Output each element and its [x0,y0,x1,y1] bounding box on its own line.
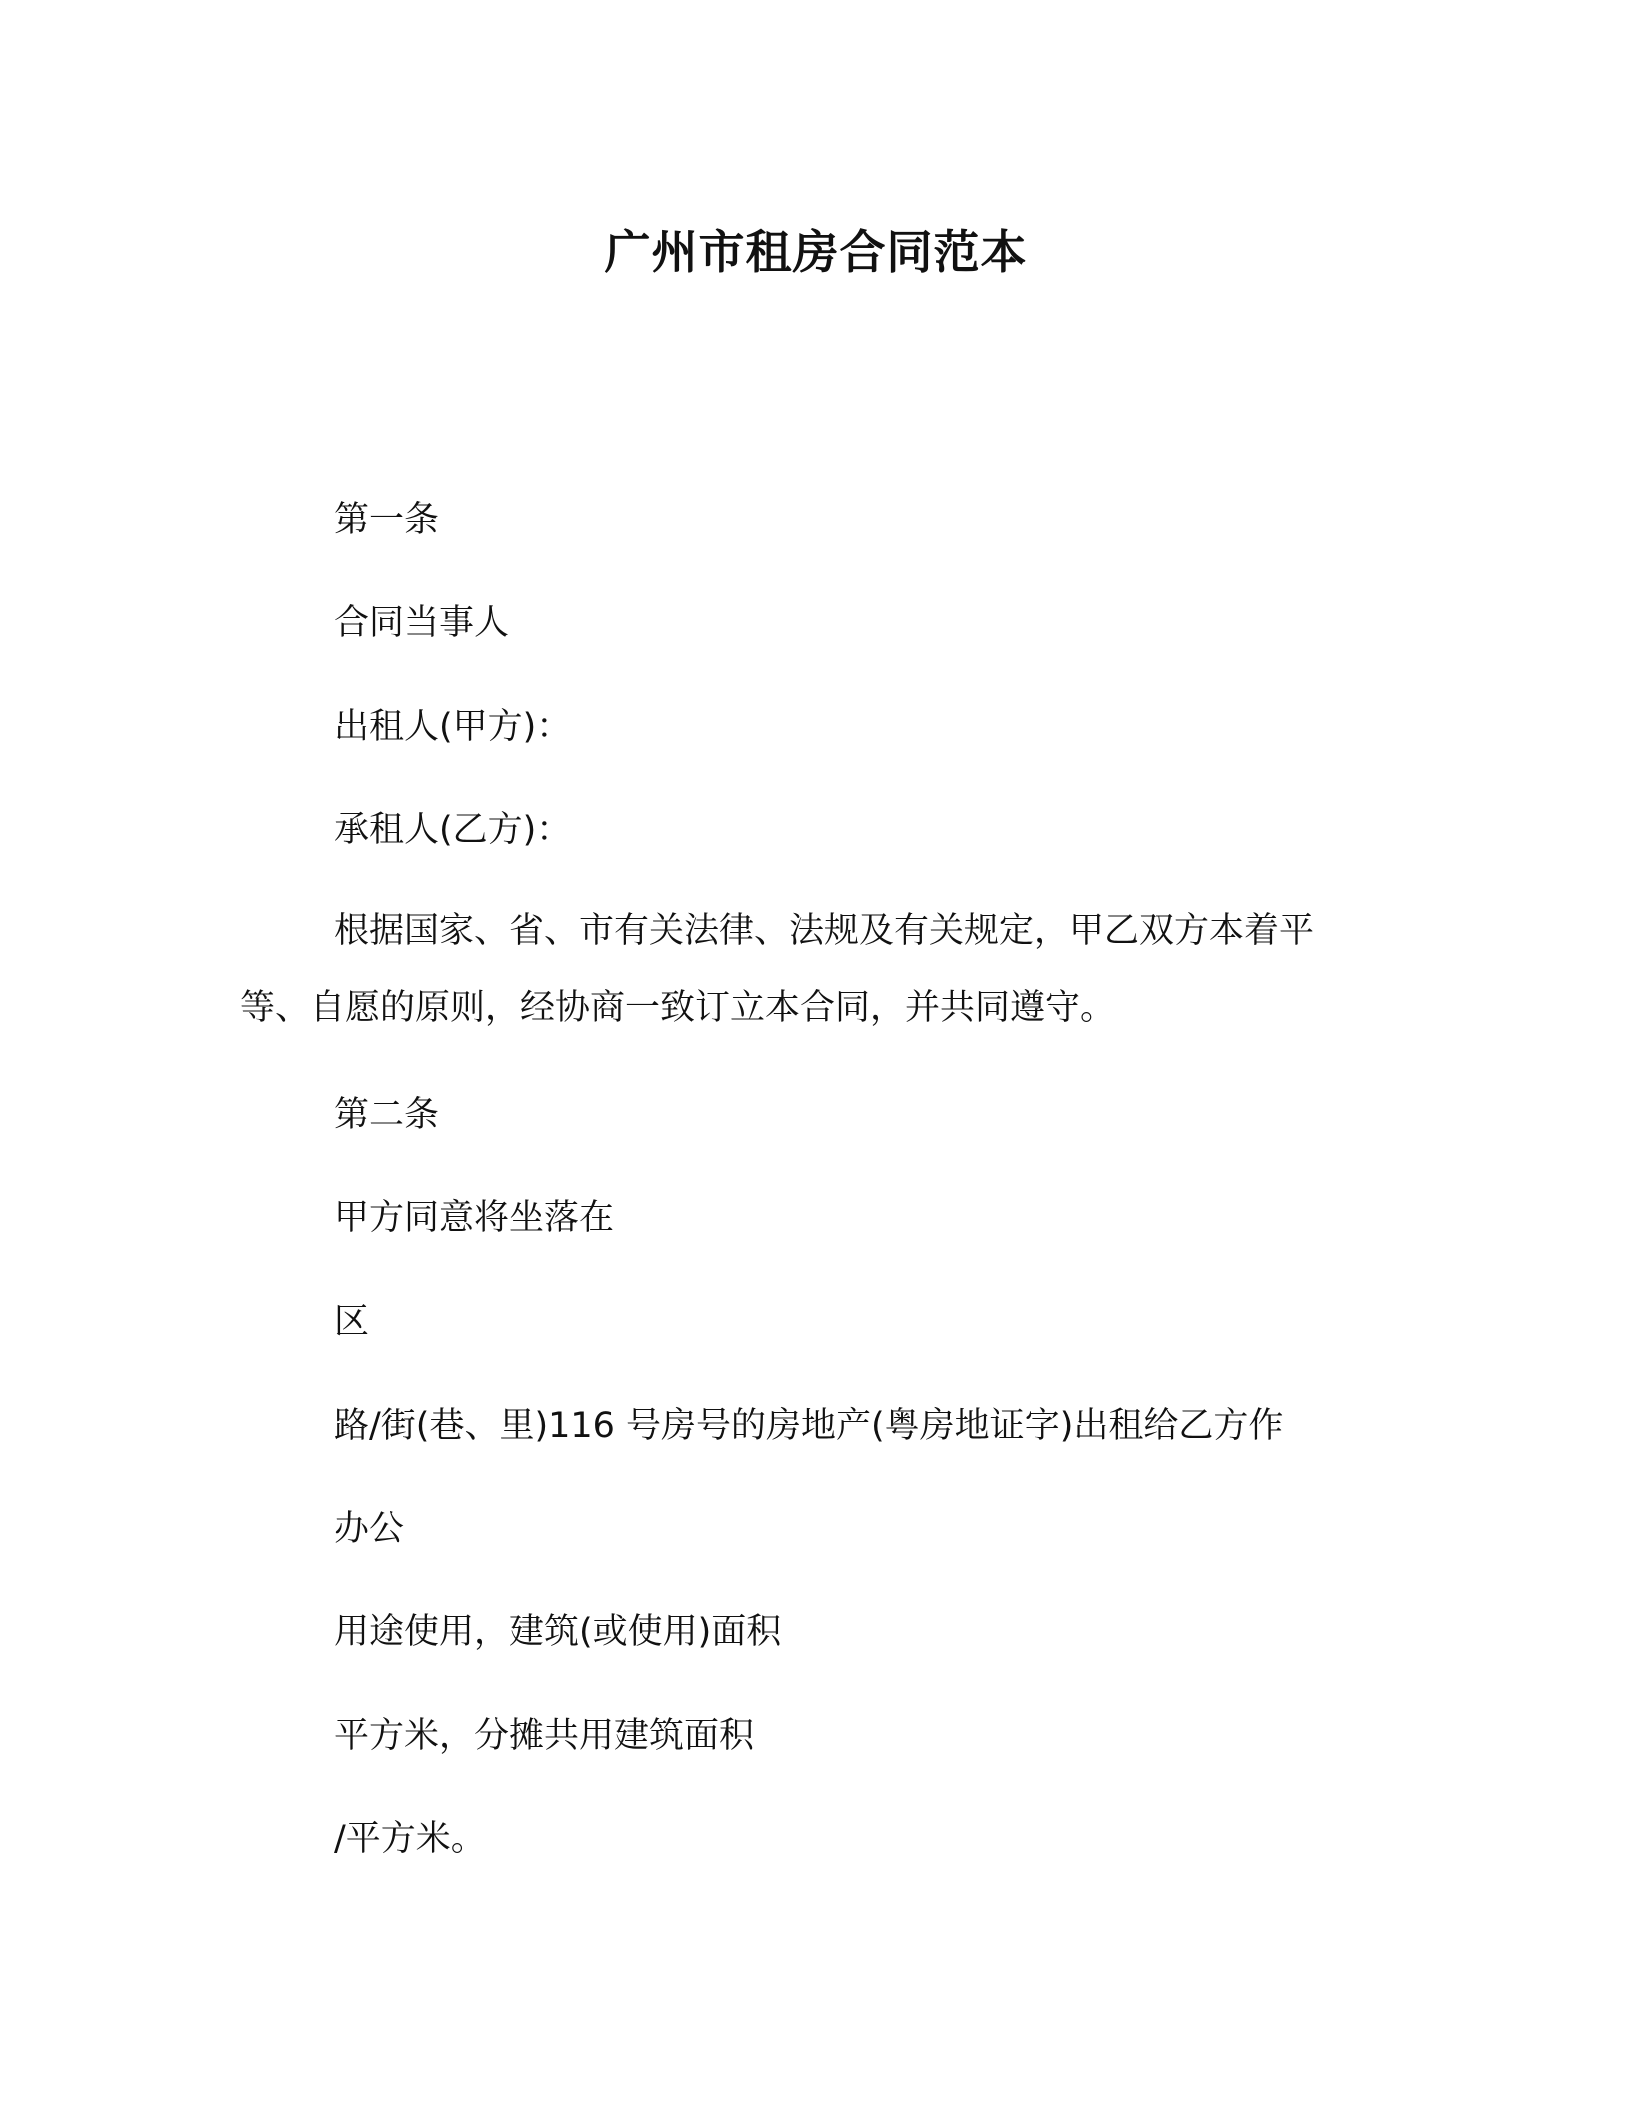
building-area-line: 用途使用，建筑(或使用)面积 [334,1612,782,1652]
property-address-line: 路/街(巷、里)116 号房号的房地产(粤房地证字)出租给乙方作 [334,1406,1284,1446]
property-location-line: 甲方同意将坐落在 [334,1198,615,1238]
article-2-heading: 第二条 [334,1095,440,1135]
district-line: 区 [334,1302,370,1342]
document-title: 广州市租房合同范本 [604,225,1028,279]
lessor-line: 出租人(甲方)： [334,707,572,747]
article-1-heading: 第一条 [334,500,440,540]
lessee-line: 承租人(乙方)： [334,810,572,850]
shared-area-line: 平方米，分摊共用建筑面积 [334,1716,755,1756]
shared-area-unit-line: /平方米。 [334,1819,486,1859]
usage-purpose-line: 办公 [334,1509,405,1549]
parties-heading: 合同当事人 [334,603,510,643]
basis-paragraph: 根据国家、省、市有关法律、法规及有关规定，甲乙双方本着平等、自愿的原则，经协商一致订立本合同，并共同遵守。 [240,911,1315,1028]
